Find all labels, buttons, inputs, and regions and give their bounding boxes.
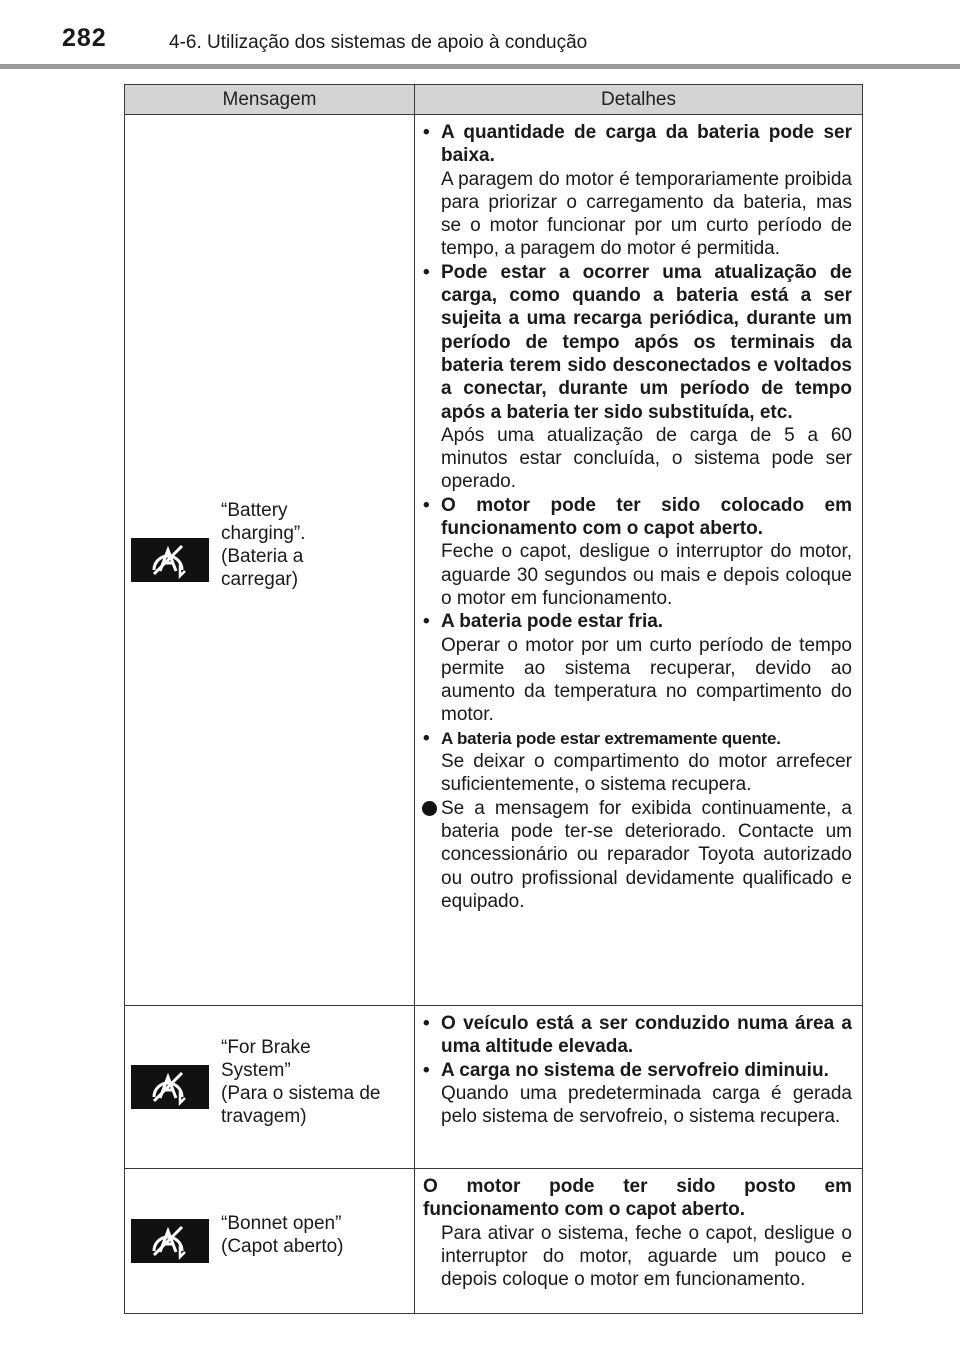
detail-heading: A carga no sistema de servofreio diminuiu. bbox=[441, 1059, 829, 1081]
bullet: • bbox=[423, 261, 430, 283]
detail-item bbox=[423, 261, 852, 494]
bullet: • bbox=[423, 727, 430, 749]
header-rule bbox=[0, 64, 960, 69]
details-cell bbox=[415, 1006, 863, 1169]
stop-start-off-icon bbox=[131, 538, 209, 582]
table-row bbox=[125, 1169, 863, 1314]
detail-item bbox=[423, 610, 852, 726]
note-bullet-icon bbox=[422, 801, 437, 816]
message-cell bbox=[125, 115, 415, 1006]
detail-item bbox=[423, 1012, 852, 1059]
detail-item bbox=[423, 121, 852, 261]
detail-item bbox=[423, 494, 852, 610]
detail-body: A paragem do motor é temporariamente proibida para priorizar o carregamento da bateria, mas se o motor funcionar por um curto período de tempo, a paragem do motor é permitida. bbox=[441, 168, 852, 260]
message-cell bbox=[125, 1169, 415, 1314]
detail-body: Se deixar o compartimento do motor arrefecer suficientemente, o sistema recupera. bbox=[441, 751, 852, 796]
message-label: “Battery charging”. (Bateria a carregar) bbox=[221, 500, 306, 590]
table-row bbox=[125, 1006, 863, 1169]
page-number: 282 bbox=[62, 24, 107, 52]
stop-start-off-icon bbox=[131, 1065, 209, 1109]
bullet: • bbox=[423, 494, 430, 516]
detail-item bbox=[423, 727, 852, 797]
table-row bbox=[125, 115, 863, 1006]
message-table bbox=[124, 84, 863, 1314]
detail-body: Feche o capot, desligue o interruptor do motor, aguarde 30 segundos ou mais e depois coloque o motor em funcionamento. bbox=[441, 541, 852, 609]
detail-heading: A bateria pode estar extremamente quente. bbox=[441, 728, 781, 748]
bullet: • bbox=[423, 1059, 430, 1081]
column-header-message: Mensagem bbox=[125, 85, 415, 115]
detail-heading: O motor pode ter sido colocado em funcionamento com o capot aberto. bbox=[441, 494, 852, 540]
detail-heading: A quantidade de carga da bateria pode ser baixa. bbox=[441, 122, 852, 167]
message-cell bbox=[125, 1006, 415, 1169]
bullet: • bbox=[423, 1013, 430, 1034]
bullet: • bbox=[423, 611, 430, 633]
note-item bbox=[423, 797, 852, 913]
message-label: “Bonnet open” (Capot aberto) bbox=[221, 1213, 344, 1257]
bullet: • bbox=[423, 122, 430, 143]
table-header-row bbox=[125, 85, 863, 115]
detail-body: Para ativar o sistema, feche o capot, desligue o interruptor do motor, aguarde um pouco e depois coloque o motor em funcionamento. bbox=[441, 1222, 852, 1291]
detail-item bbox=[423, 1059, 852, 1129]
detail-heading: A bateria pode estar fria. bbox=[441, 611, 664, 633]
note-text: Se a mensagem for exibida continuamente, a bateria pode ter-se deteriorado. Contacte um concessionário ou reparador Toyota autorizado ou outro profissional devidamente qualificado e equipado. bbox=[441, 797, 852, 912]
section-title: 4-6. Utilização dos sistemas de apoio à condução bbox=[169, 32, 588, 53]
details-cell bbox=[415, 1169, 863, 1314]
message-label: “For Brake System” (Para o sistema de travagem) bbox=[221, 1037, 381, 1127]
detail-heading: O motor pode ter sido posto em funcionamento com o capot aberto. bbox=[423, 1176, 852, 1221]
stop-start-off-icon bbox=[131, 1219, 209, 1263]
column-header-details: Detalhes bbox=[415, 85, 863, 115]
detail-body: Quando uma predeterminada carga é gerada pelo sistema de servofreio, o sistema recupera. bbox=[441, 1082, 852, 1128]
detail-body: Operar o motor por um curto período de tempo permite ao sistema recuperar, devido ao aumento da temperatura no compartimento do motor. bbox=[441, 634, 852, 726]
detail-body: Após uma atualização de carga de 5 a 60 minutos estar concluída, o sistema pode ser operado. bbox=[441, 424, 852, 493]
details-cell bbox=[415, 115, 863, 1006]
detail-heading: Pode estar a ocorrer uma atualização de carga, como quando a bateria está a ser sujeita a uma recarga periódica, durante um período de tempo após os terminais da bateria terem sido desconectados e voltados a conectar, durante um período de tempo após a bateria ter sido substituída, etc. bbox=[441, 261, 852, 423]
detail-heading: O veículo está a ser conduzido numa área a uma altitude elevada. bbox=[441, 1013, 852, 1058]
